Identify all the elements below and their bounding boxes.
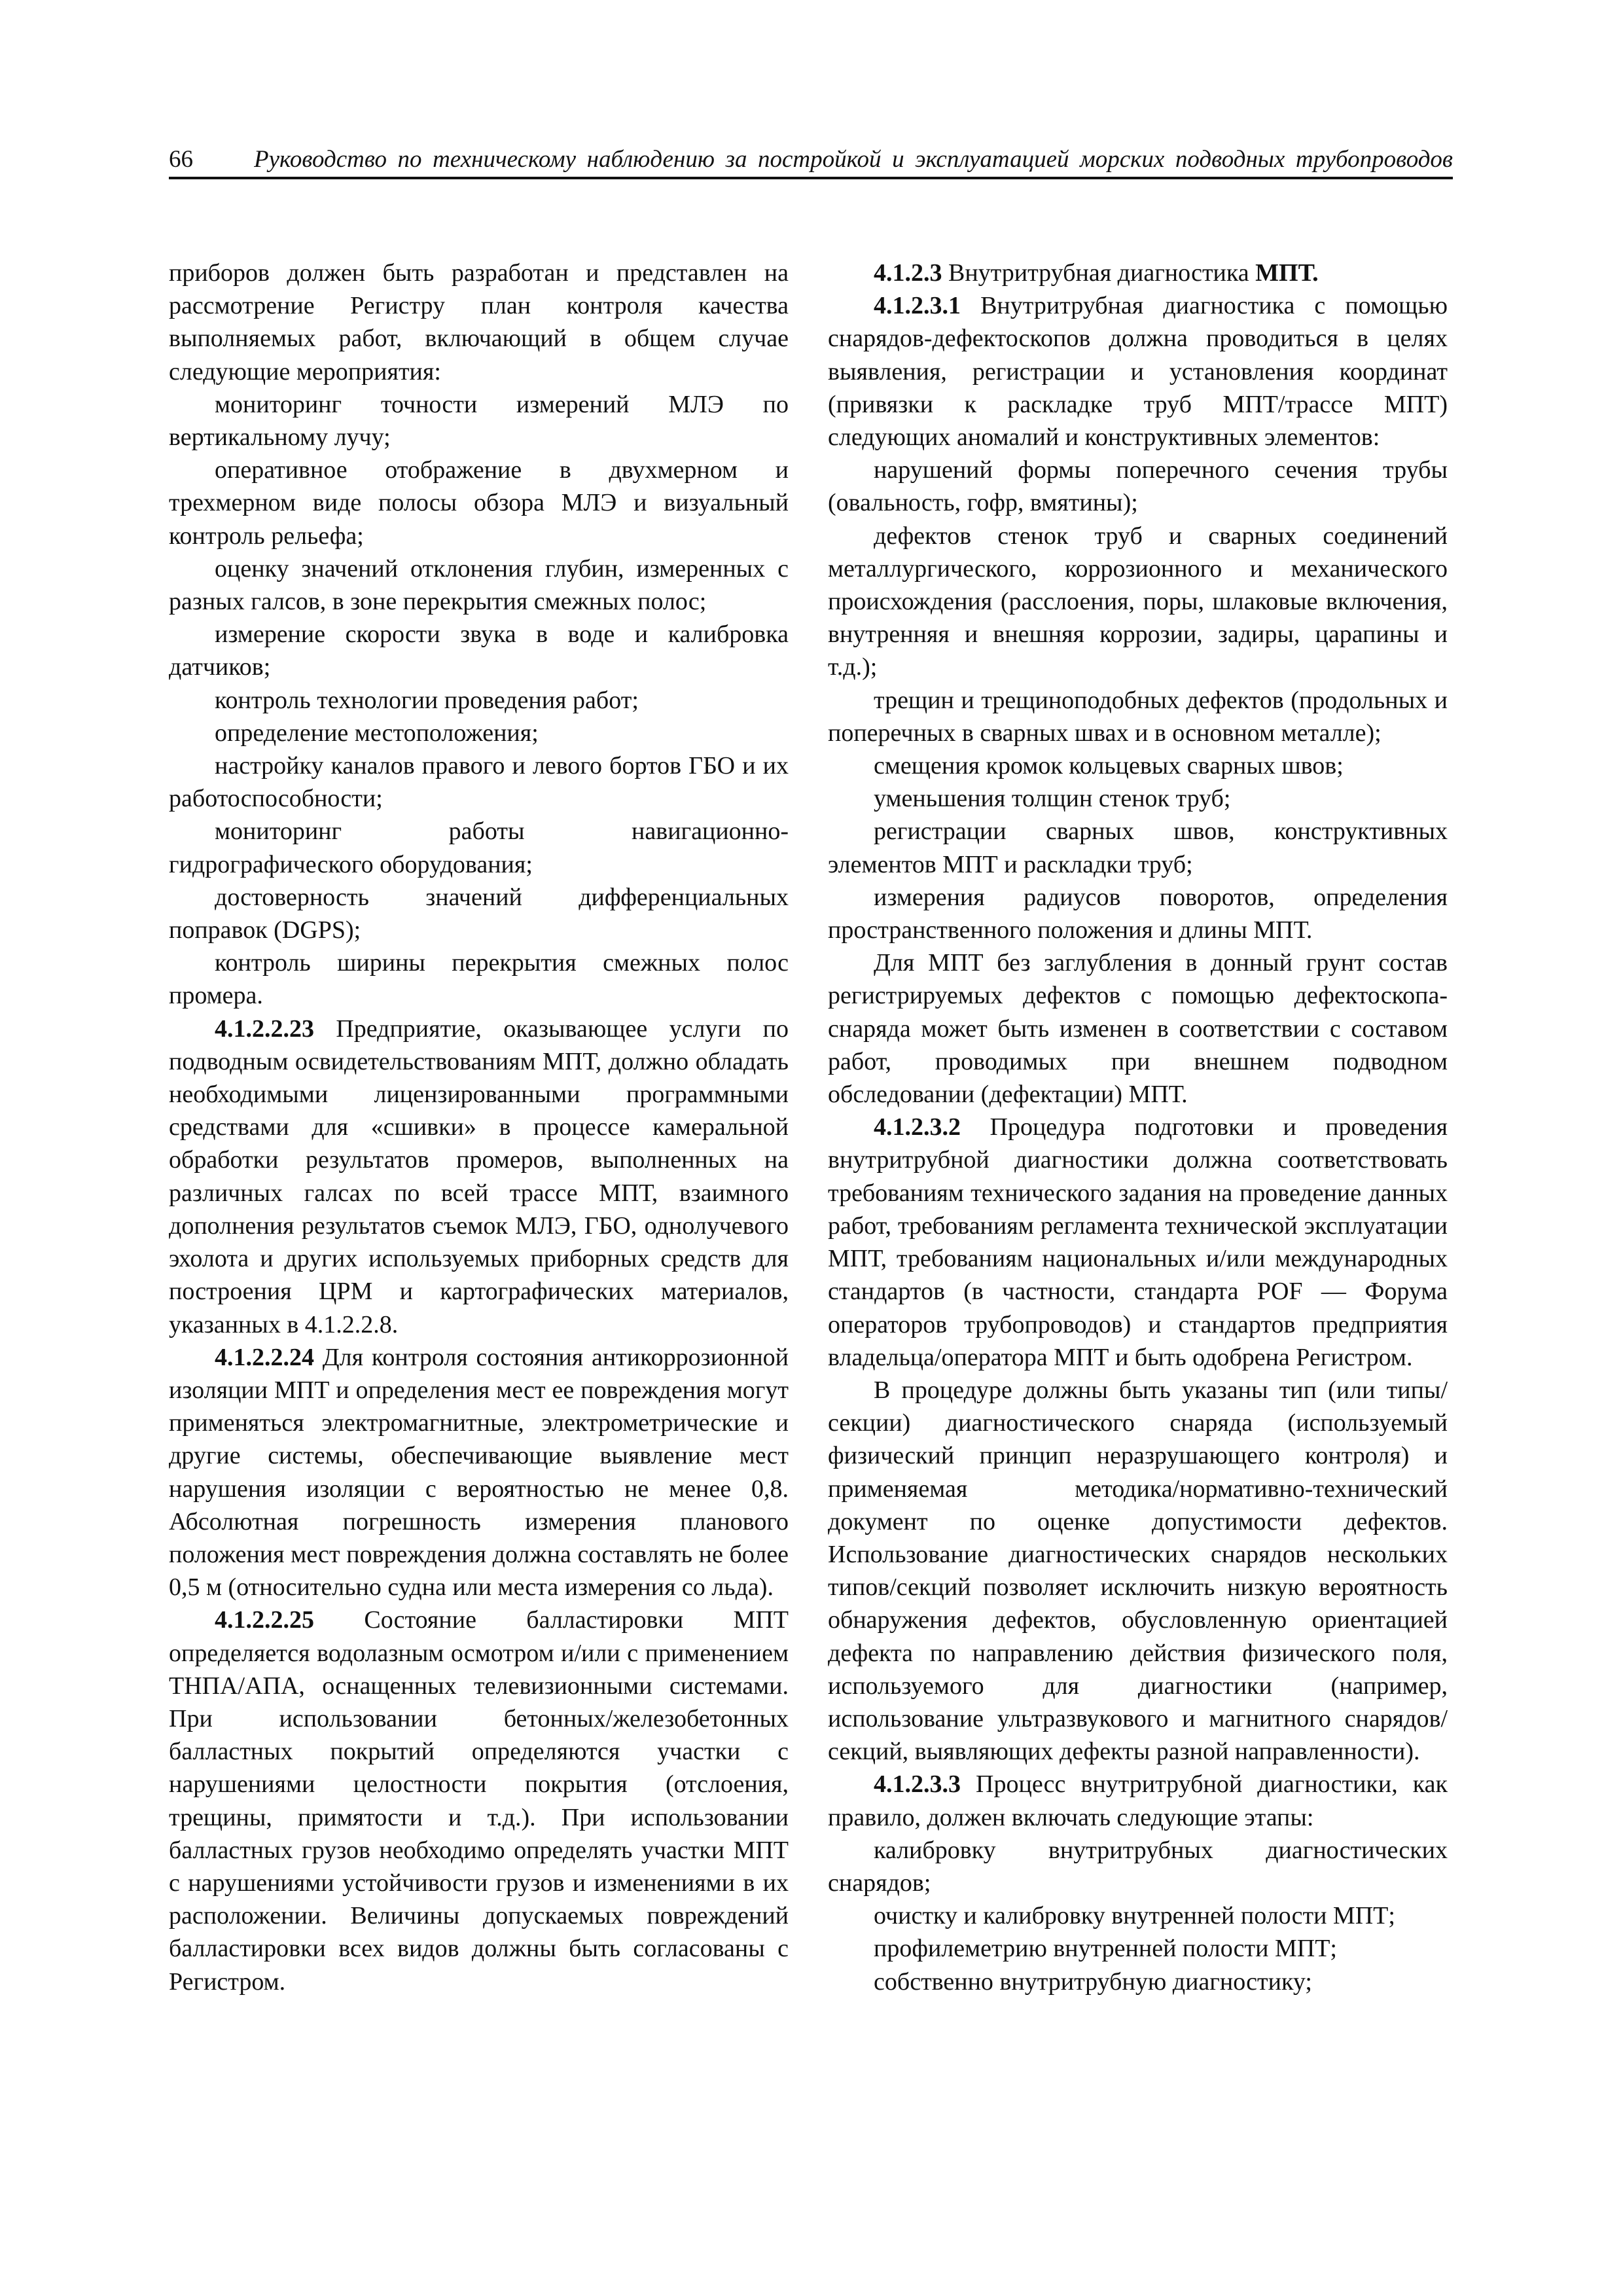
paragraph-text: оценку значений отклонения глубин, измеренных с разных галсов, в зоне перекрытия смежных полос; bbox=[169, 554, 789, 616]
paragraph bbox=[169, 257, 789, 388]
paragraph bbox=[828, 1899, 1448, 1932]
paragraph-text: измерение скорости звука в воде и калибровка датчиков; bbox=[169, 620, 789, 681]
left-column bbox=[169, 257, 789, 1998]
section-number: 4.1.2.2.24 bbox=[215, 1343, 314, 1371]
paragraph-text: нарушений формы поперечного сечения трубы (овальность, гофр, вмятины); bbox=[828, 456, 1448, 517]
paragraph-text: дефектов стенок труб и сварных соединений металлургического, коррозионного и механического происхождения (расслоения, поры, шлаковые включения, внутренняя и внешняя коррозии, задиры, царапины и т.д.); bbox=[828, 522, 1448, 681]
paragraph bbox=[169, 1013, 789, 1341]
paragraph bbox=[169, 815, 789, 880]
paragraph-text: достоверность значений дифференциальных поправок (DGPS); bbox=[169, 883, 789, 944]
paragraph-text: профилеметрию внутренней полости МПТ; bbox=[874, 1935, 1337, 1963]
paragraph-text: калибровку внутритрубных диагностических снарядов; bbox=[828, 1836, 1448, 1897]
paragraph-text: очистку и калибровку внутренней полости МПТ; bbox=[874, 1902, 1395, 1930]
paragraph-text: Для МПТ без заглубления в донный грунт состав регистрируемых дефектов с помощью дефектоскопа-снаряда может быть изменен в соответствии с составом работ, проводимых при внешнем подводном обследовании (дефектации) МПТ. bbox=[828, 949, 1448, 1109]
paragraph bbox=[169, 454, 789, 552]
paragraph bbox=[828, 815, 1448, 880]
section-number: 4.1.2.3.3 bbox=[874, 1770, 961, 1799]
paragraph-text: регистрации сварных швов, конструктивных элементов МПТ и раскладки труб; bbox=[828, 817, 1448, 878]
paragraph-text: Внутритрубная диагностика bbox=[942, 259, 1256, 287]
paragraph-text: собственно внутритрубную диагностику; bbox=[874, 1967, 1312, 1996]
section-number: 4.1.2.3 bbox=[874, 259, 942, 287]
page-number: 66 bbox=[169, 146, 193, 173]
paragraph-text: мониторинг работы навигационно-гидрографического оборудования; bbox=[169, 817, 789, 878]
paragraph bbox=[828, 881, 1448, 946]
paragraph bbox=[169, 749, 789, 815]
section-number: 4.1.2.2.25 bbox=[215, 1606, 314, 1634]
paragraph bbox=[828, 1834, 1448, 1899]
paragraph-text: Процесс внутритрубной диагностики, как правило, должен включать следующие этапы: bbox=[828, 1770, 1448, 1831]
paragraph bbox=[828, 1768, 1448, 1833]
paragraph-text: смещения кромок кольцевых сварных швов; bbox=[874, 752, 1344, 780]
paragraph-text: приборов должен быть разработан и представлен на рассмотрение Регистру план контроля качества выполняемых работ, включающий в общем случае следующие мероприятия: bbox=[169, 259, 789, 386]
paragraph-text: оперативное отображение в двухмерном и трехмерном виде полосы обзора МЛЭ и визуальный контроль рельефа; bbox=[169, 456, 789, 550]
paragraph bbox=[828, 749, 1448, 782]
paragraph bbox=[169, 618, 789, 683]
section-number: 4.1.2.3.1 bbox=[874, 292, 961, 320]
paragraph bbox=[169, 1604, 789, 1998]
paragraph bbox=[828, 454, 1448, 519]
paragraph bbox=[169, 946, 789, 1012]
paragraph bbox=[828, 1965, 1448, 1998]
paragraph-text: настройку каналов правого и левого бортов ГБО и их работоспособности; bbox=[169, 752, 789, 813]
paragraph-text: Предприятие, оказывающее услуги по подводным освидетельствованиям МПТ, должно обладать необходимыми лицензированными программными средствами для «сшивки» в процессе камеральной обработки результатов промеров, выполненных на различных галсах по всей трассе МПТ, взаимного дополнения результатов съемок МЛЭ, ГБО, однолучевого эхолота и других используемых приборных средств для построения ЦРМ и картографических материалов, указанных в 4.1.2.2.8. bbox=[169, 1014, 789, 1338]
section-number: 4.1.2.3.2 bbox=[874, 1113, 961, 1141]
running-title: Руководство по техническому наблюдению за постройкой и эксплуатацией морских подводных трубопроводов bbox=[254, 146, 1453, 173]
paragraph bbox=[828, 1111, 1448, 1374]
paragraph bbox=[828, 1374, 1448, 1768]
paragraph bbox=[828, 520, 1448, 684]
paragraph bbox=[169, 881, 789, 946]
section-number: 4.1.2.2.23 bbox=[215, 1014, 314, 1043]
paragraph-text: контроль технологии проведения работ; bbox=[215, 686, 639, 714]
section-title-tail: МПТ. bbox=[1255, 259, 1319, 287]
paragraph bbox=[169, 684, 789, 717]
paragraph bbox=[169, 1341, 789, 1604]
paragraph-text: Процедура подготовки и проведения внутритрубной диагностики должна соответствовать требованиям технического задания на проведение данных работ, требованиям регламента технической эксплуатации МПТ, требованиям национальных и/или международных стандартов (в частности, стандарта POF — Форума операторов трубопроводов) и стандартов предприятия владельца/оператора МПТ и быть одобрена Регистром. bbox=[828, 1113, 1448, 1371]
paragraph bbox=[828, 289, 1448, 454]
paragraph-text: уменьшения толщин стенок труб; bbox=[874, 785, 1231, 813]
paragraph-text: Внутритрубная диагностика с помощью снарядов-дефектоскопов должна проводиться в целях выявления, регистрации и установления координат (привязки к раскладке труб МПТ/трассе МПТ) следующих аномалий и конструктивных элементов: bbox=[828, 292, 1448, 452]
paragraph-text: В процедуре должны быть указаны тип (или типы/секции) диагностического снаряда (используемый физический принцип неразрушающего контроля) и применяемая методика/нормативно-технический документ по оценке допустимости дефектов. Использование диагностических снарядов нескольких типов/секций позволяет исключить низкую вероятность обнаружения дефектов, обусловленную ориентацией дефекта по направлению действия физического поля, используемого для диагностики (например, использование ультразвукового и магнитного снарядов/секций, выявляющих дефекты разной направленности). bbox=[828, 1376, 1448, 1766]
paragraph-text: трещин и трещиноподобных дефектов (продольных и поперечных в сварных швах и в основном металле); bbox=[828, 686, 1448, 747]
paragraph-text: мониторинг точности измерений МЛЭ по вертикальному лучу; bbox=[169, 390, 789, 452]
paragraph bbox=[828, 257, 1448, 289]
running-header bbox=[169, 143, 1453, 179]
paragraph bbox=[828, 782, 1448, 815]
paragraph bbox=[828, 1932, 1448, 1965]
paragraph-text: определение местоположения; bbox=[215, 719, 539, 747]
paragraph bbox=[169, 552, 789, 618]
right-column bbox=[828, 257, 1448, 1998]
paragraph-text: Состояние балластировки МПТ определяется водолазным осмотром и/или с применением ТНПА/АПА, оснащенных телевизионными системами. При использовании бетонных/железобетонных балластных покрытий определяются участки с нарушениями целостности покрытия (отслоения, трещины, примятости и т.д.). При использовании балластных грузов необходимо определять участки МПТ с нарушениями устойчивости грузов и изменениями в их расположении. Величины допускаемых повреждений балластировки всех видов должны быть согласованы с Регистром. bbox=[169, 1606, 789, 1996]
paragraph-text: Для контроля состояния антикоррозионной изоляции МПТ и определения мест ее повреждения могут применяться электромагнитные, электрометрические и другие системы, обеспечивающие выявление мест нарушения изоляции с вероятностью не менее 0,8. Абсолютная погрешность измерения планового положения мест повреждения должна составлять не более 0,5 м (относительно судна или места измерения со льда). bbox=[169, 1343, 789, 1602]
paragraph bbox=[169, 717, 789, 749]
paragraph-text: контроль ширины перекрытия смежных полос промера. bbox=[169, 949, 789, 1010]
paragraph-text: измерения радиусов поворотов, определения пространственного положения и длины МПТ. bbox=[828, 883, 1448, 944]
paragraph bbox=[169, 388, 789, 454]
paragraph bbox=[828, 684, 1448, 749]
paragraph bbox=[828, 946, 1448, 1111]
